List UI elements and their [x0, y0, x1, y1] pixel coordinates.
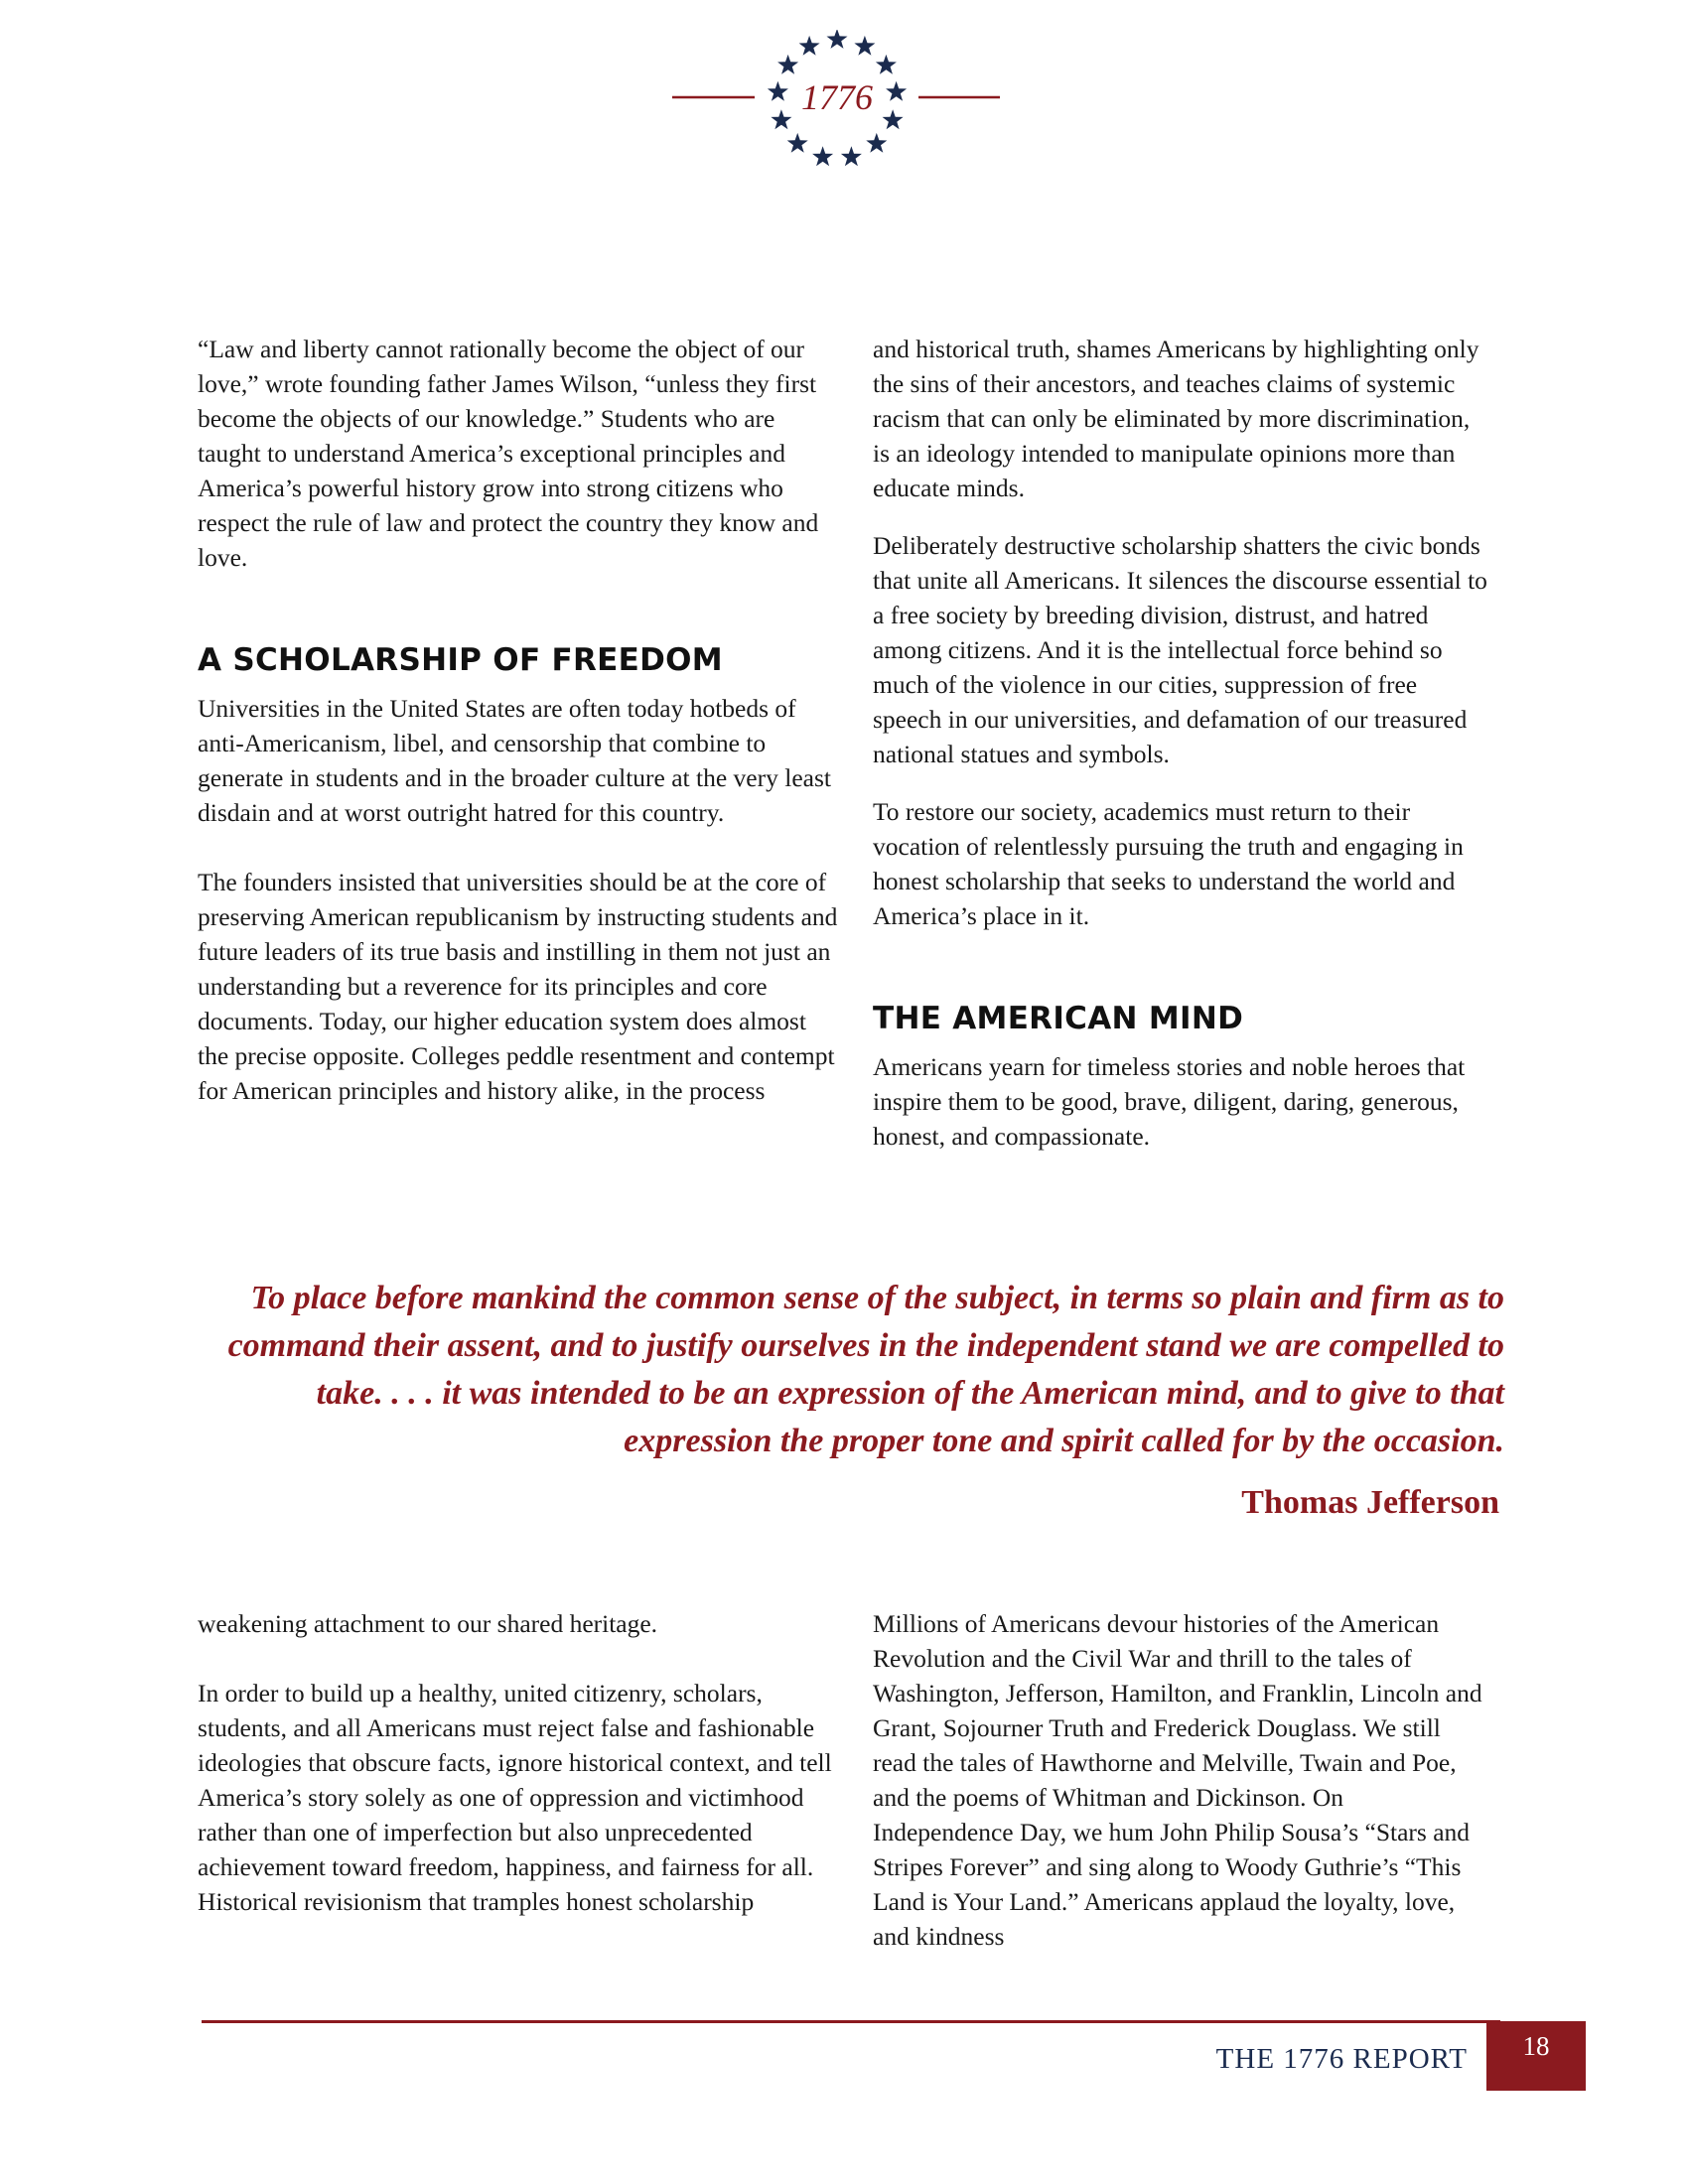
logo-text: 1776 — [801, 77, 873, 117]
section-heading-american-mind: THE AMERICAN MIND — [873, 1001, 1244, 1036]
paragraph: Universities in the United States are often today hotbeds of anti-Americanism, libel, and censorship that combine to generate in students and in the broader culture at the very least disdain and at worst outright hatred for this country. — [198, 694, 831, 827]
paragraph: Americans yearn for timeless stories and noble heroes that inspire them to be good, brave, diligent, daring, generous, honest, and compassionate. — [873, 1052, 1466, 1151]
star-icon — [883, 109, 904, 129]
footer-rule — [202, 2020, 1500, 2023]
paragraph: “Law and liberty cannot rationally become the object of our love,” wrote founding father James Wilson, “unless they first become the objects of our knowledge.” Students who are taught to understand America’s exceptional principles and America’s powerful history grow into strong citizens who respect the rule of law and protect the country they know and love. — [198, 335, 819, 572]
star-icon — [876, 55, 897, 74]
paragraph: Millions of Americans devour histories of the American Revolution and the Civil War and thrill to the tales of Washington, Jefferson, Hamilton, and Franklin, Lincoln and Grant, Sojourner Truth and Frederick Douglass. We still read the tales of Hawthorne and Melville, Twain and Poe, and the poems of Whitman and Dickinson. On Independence Day, we hum John Philip Sousa’s “Stars and Stripes Forever” and sing along to Woody Guthrie’s “This Land is Your Land.” Americans applaud the loyalty, love, and kindness — [873, 1609, 1482, 1951]
column-bottom-left — [198, 1606, 838, 1919]
paragraph: To restore our society, academics must return to their vocation of relentlessly pursuing the truth and engaging in honest scholarship that seeks to understand the world and America’s place in it. — [873, 797, 1464, 930]
star-icon — [812, 146, 833, 166]
pull-quote: To place before mankind the common sense of the subject, in terms so plain and firm as to command their assent, and to justify ourselves in the independent stand we are compelled to take. . . . it was intended to be an expression of the American mind, and to give to that expression the proper tone and spirit called for by the occasion. — [227, 1280, 1504, 1459]
paragraph: weakening attachment to our shared heritage. — [198, 1609, 658, 1638]
column-top-right — [873, 332, 1488, 1154]
star-icon — [854, 36, 875, 56]
page-number-badge — [1486, 2021, 1586, 2091]
star-icon — [799, 36, 820, 56]
paragraph: In order to build up a healthy, united citizenry, scholars, students, and all Americans must reject false and fashionable ideologies that obscure facts, ignore historical context, and tell America’s story solely as one of oppression and victimhood rather than one of imperfection but also unprecedented achievement toward freedom, happiness, and fairness for all. Historical revisionism that tramples honest scholarship — [198, 1679, 832, 1916]
star-icon — [768, 81, 788, 101]
column-top-left — [198, 332, 838, 1108]
section-heading-scholarship: A SCHOLARSHIP OF FREEDOM — [198, 642, 723, 678]
star-icon — [787, 133, 808, 153]
star-icon — [886, 81, 907, 101]
paragraph: Deliberately destructive scholarship shatters the civic bonds that unite all Americans. It silences the discourse essential to a free society by breeding division, distrust, and hatred among citizens. And it is the intellectual force behind so much of the violence in our cities, suppression of free speech in our universities, and defamation of our treasured national statues and symbols. — [873, 531, 1487, 768]
footer-report-title: THE 1776 REPORT — [1215, 2043, 1468, 2075]
star-icon — [771, 109, 791, 129]
star-icon — [866, 133, 887, 153]
star-icon — [841, 146, 862, 166]
column-bottom-right — [873, 1606, 1488, 1954]
logo-1776 — [0, 30, 1688, 189]
paragraph: The founders insisted that universities should be at the core of preserving American republicanism by instructing students and future leaders of its true basis and instilling in them not just an understanding but a reverence for its principles and core documents. Today, our higher education system does almost the precise opposite. Colleges peddle resentment and contempt for American principles and history alike, in the process — [198, 868, 838, 1105]
page-number: 18 — [1522, 2031, 1550, 2061]
star-icon — [777, 55, 798, 74]
pull-quote-attribution: Thomas Jefferson — [1241, 1484, 1499, 1521]
star-icon — [827, 30, 848, 49]
paragraph: and historical truth, shames Americans by highlighting only the sins of their ancestors, and teaches claims of systemic racism that can only be eliminated by more discrimination, is an ideology intended to manipulate opinions more than educate minds. — [873, 335, 1479, 502]
